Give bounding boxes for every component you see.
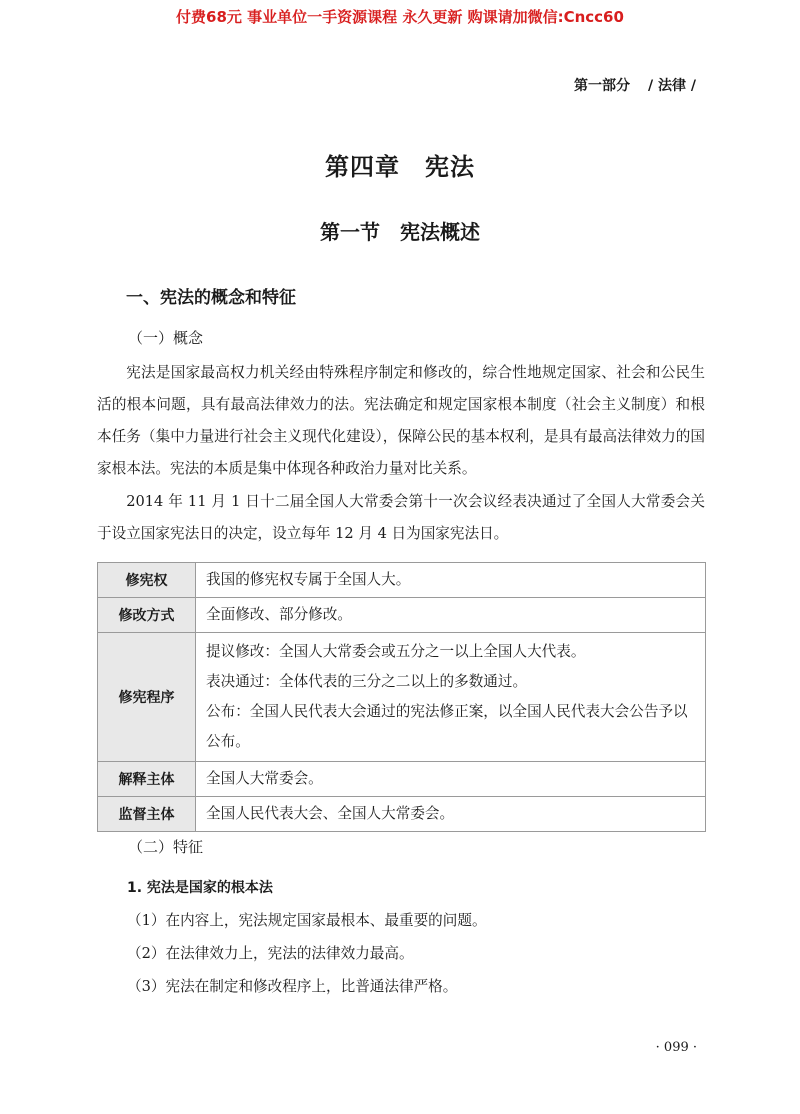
table-value-line: 公布：全国人民代表大会通过的宪法修正案，以全国人民代表大会公告予以公布。 [206,703,688,750]
running-head-part: 第一部分 [574,78,631,94]
chapter-title: 第四章 宪法 [325,152,475,181]
table-value [196,633,706,762]
table-value-line: 全国人民代表大会、全国人大常委会。 [206,805,455,822]
table-value [196,598,706,633]
heading-concept: （一）概念 [128,329,204,347]
table-row [98,633,706,762]
table-row [98,797,706,832]
list-item: （1）在内容上，宪法规定国家最根本、最重要的问题。 [127,912,487,929]
paragraph-constitution-day: 2014 年 11 月 1 日十二届全国人大常委会第十一次会议经表决通过了全国人大常委会关于设立国家宪法日的决定，设立每年 12 月 4 日为国家宪法日。 [97,493,705,542]
table-row [98,762,706,797]
table-value-line: 全面修改、部分修改。 [206,606,352,623]
table-key: 修改方式 [98,598,196,633]
paragraph-definition: 宪法是国家最高权力机关经由特殊程序制定和修改的，综合性地规定国家、社会和公民生活的根本问题，具有最高法律效力的法。宪法确定和规定国家根本制度（社会主义制度）和根本任务（集中力量进行社会主义现代化建设），保障公民的基本权利，是具有最高法律效力的国家根本法。宪法的本质是集中体现各种政治力量对比关系。 [97,364,705,477]
heading-features: （二）特征 [128,838,204,856]
table-key: 修宪权 [98,563,196,598]
list-item: （2）在法律效力上，宪法的法律效力最高。 [127,945,414,962]
table-value [196,563,706,598]
heading-concept-features: 一、宪法的概念和特征 [126,288,296,308]
page-number: · 099 · [655,1040,697,1055]
table-value [196,797,706,832]
list-item: （3）宪法在制定和修改程序上，比普通法律严格。 [127,978,458,995]
table-key: 监督主体 [98,797,196,832]
table-value [196,762,706,797]
watermark-banner: 付费68元 事业单位一手资源课程 永久更新 购课请加微信:Cncc60 [176,8,624,26]
table-value-line: 表决通过：全体代表的三分之二以上的多数通过。 [206,673,528,690]
table-key: 解释主体 [98,762,196,797]
feature-heading: 1. 宪法是国家的根本法 [127,880,273,896]
running-head-subject: / 法律 / [648,78,696,94]
table-row [98,598,706,633]
running-head [574,75,696,95]
table-key: 修宪程序 [98,633,196,762]
table-row [98,563,706,598]
table-value-line: 提议修改：全国人大常委会或五分之一以上全国人大代表。 [206,643,586,660]
table-value-line: 全国人大常委会。 [206,770,323,787]
section-title: 第一节 宪法概述 [320,220,480,244]
table-value-line: 我国的修宪权专属于全国人大。 [206,571,411,588]
constitution-table [97,562,706,832]
